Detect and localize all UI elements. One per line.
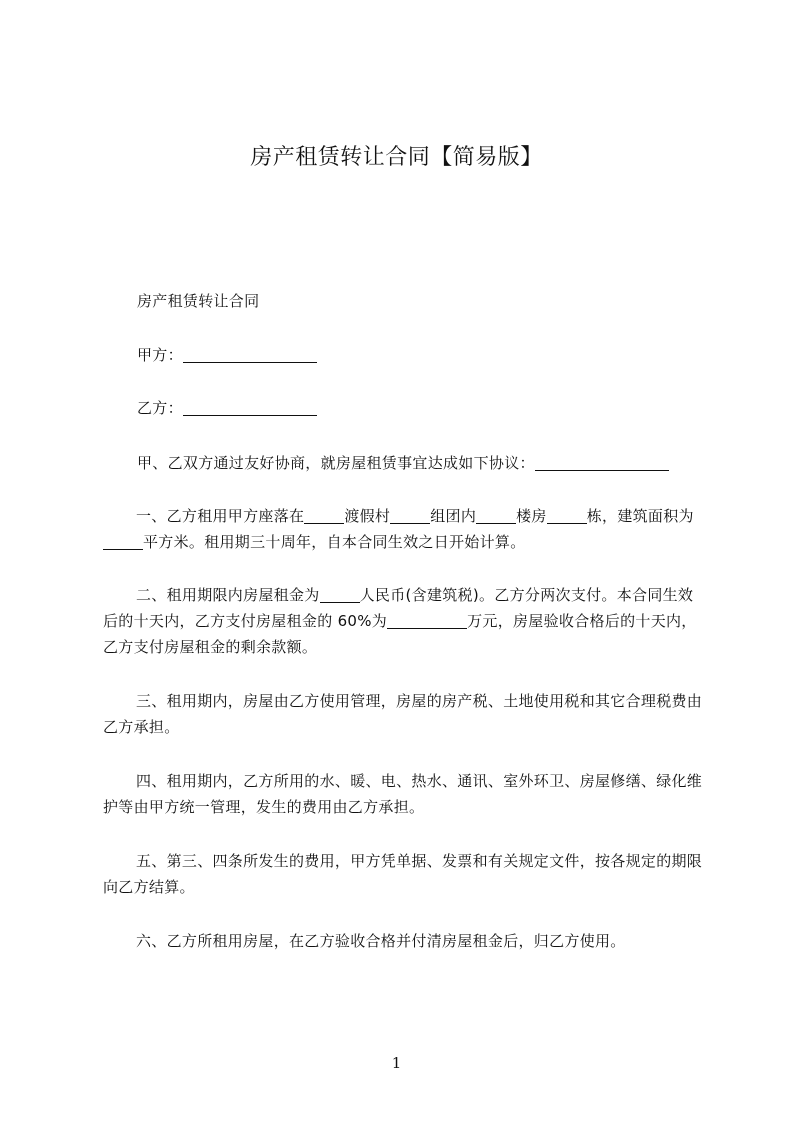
intro-paragraph	[137, 450, 707, 476]
clause-1-part1: 一、乙方租用甲方座落在	[136, 507, 305, 525]
clause-1-blank1	[304, 507, 344, 524]
clause-1-blank5	[103, 533, 143, 550]
clause-3: 三、租用期内，房屋由乙方使用管理，房屋的房产税、土地使用税和其它合理税费由乙方承担。	[103, 692, 703, 736]
clause-2-part1: 二、租用期限内房屋租金为	[136, 586, 320, 604]
clause-1-blank2	[390, 507, 430, 524]
party-a-blank	[183, 346, 317, 363]
clause-1	[103, 503, 703, 555]
clause-1-part4: 楼房	[516, 507, 547, 525]
clause-1-blank3	[476, 507, 516, 524]
clause-2-part3: 万元，房屋验收合格后的十天内，乙方支付房屋租金的剩余款额。	[103, 612, 697, 656]
document-title: 房产租赁转让合同【简易版】	[250, 145, 543, 170]
clause-5: 五、第三、四条所发生的费用，甲方凭单据、发票和有关规定文件，按各规定的期限向乙方结算。	[103, 852, 703, 896]
clause-2-blank2	[387, 612, 467, 629]
clause-2-blank1	[320, 586, 360, 603]
clause-2-part2: 人民币(含建筑税)。乙方分两次支付。本合同生效后的十天内，乙方支付房屋租金的 60%为	[103, 586, 694, 630]
party-b-line	[137, 395, 737, 421]
party-a-line	[137, 342, 737, 368]
party-a-label: 甲方：	[137, 346, 183, 364]
clause-1-part6: 平方米。租用期三十周年，自本合同生效之日开始计算。	[143, 533, 526, 551]
intro-text: 甲、乙双方通过友好协商，就房屋租赁事宜达成如下协议：	[137, 454, 535, 472]
contract-subtitle: 房产租赁转让合同	[137, 292, 260, 310]
party-b-blank	[183, 399, 317, 416]
page-number: 1	[391, 1054, 402, 1072]
clause-4: 四、租用期内，乙方所用的水、暖、电、热水、通讯、室外环卫、房屋修缮、绿化维护等由甲方统一管理，发生的费用由乙方承担。	[103, 772, 703, 816]
clause-6: 六、乙方所租用房屋，在乙方验收合格并付清房屋租金后，归乙方使用。	[136, 932, 626, 950]
clause-1-part5: 栋，建筑面积为	[586, 507, 694, 525]
intro-blank	[535, 454, 669, 471]
clause-2	[103, 582, 703, 660]
clause-1-part3: 组团内	[430, 507, 477, 525]
clause-1-blank4	[547, 507, 587, 524]
clause-1-part2: 渡假村	[344, 507, 391, 525]
party-b-label: 乙方：	[137, 399, 183, 417]
